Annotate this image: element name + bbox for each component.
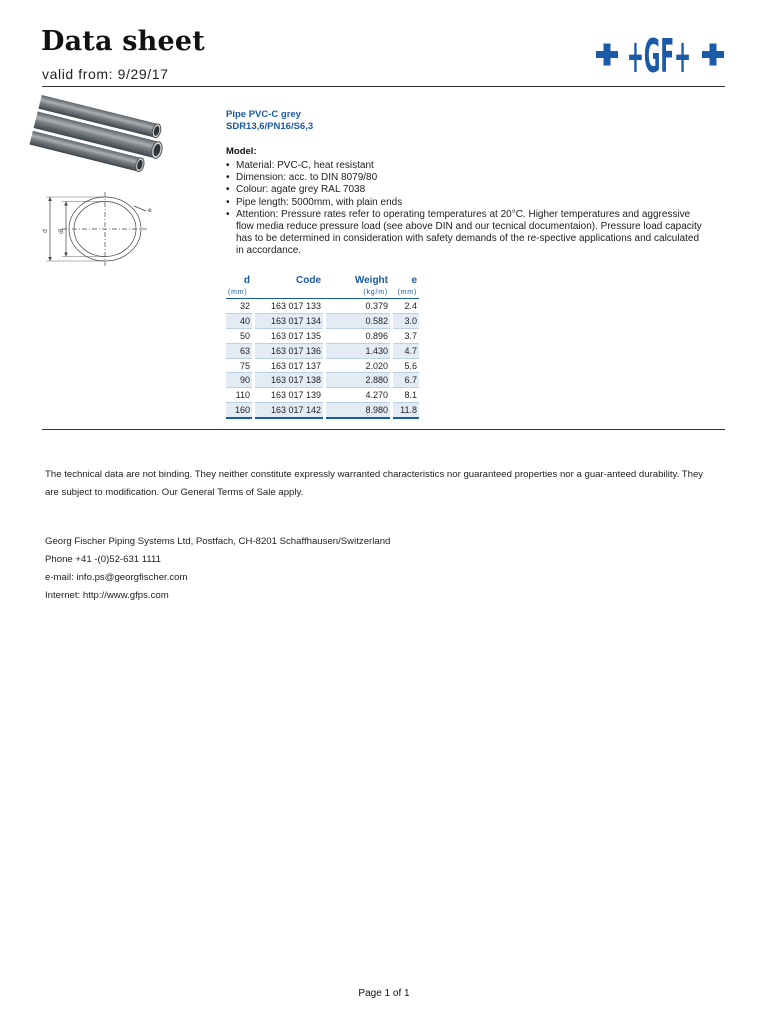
cell-code: 163 017 136 — [255, 343, 323, 358]
product-name-line1: Pipe PVC-C grey — [226, 109, 301, 120]
pipe-photo — [42, 103, 162, 183]
cell-d: 32 — [226, 299, 252, 314]
table-row — [226, 358, 419, 373]
page-number: Page 1 of 1 — [358, 988, 410, 999]
cell-d: 40 — [226, 313, 252, 328]
cell-code: 163 017 137 — [255, 358, 323, 373]
valid-from-date: valid from: 9/29/17 — [42, 66, 169, 82]
column-header-e: e — [411, 275, 417, 286]
cell-e: 8.1 — [393, 388, 419, 403]
logo-text: +GF+ — [627, 29, 691, 83]
table-row — [226, 373, 419, 388]
product-name — [226, 109, 313, 133]
feature-item: • Pipe length: 5000mm, with plain ends — [226, 197, 706, 209]
table-row — [226, 388, 419, 403]
table-row — [226, 299, 419, 314]
column-header-code: Code — [296, 275, 321, 286]
website-address: Internet: http://www.gfps.com — [45, 590, 169, 601]
cell-code: 163 017 134 — [255, 313, 323, 328]
unit-weight: (kg/m) — [326, 286, 390, 299]
company-address: Georg Fischer Piping Systems Ltd, Postfach, CH-8201 Schaffhausen/Switzerland — [45, 536, 391, 547]
cell-weight: 1.430 — [326, 343, 390, 358]
feature-item: • Material: PVC-C, heat resistant — [226, 160, 706, 172]
header-divider — [42, 86, 725, 87]
disclaimer-text: The technical data are not binding. They neither constitute expressly warranted characteristics nor guaranteed properties nor a guar-anteed durability. They are subject to modification. Our General Terms of Sale apply. — [45, 469, 704, 498]
cell-d: 110 — [226, 388, 252, 403]
contact-block — [45, 533, 390, 605]
cell-weight: 4.270 — [326, 388, 390, 403]
cell-d: 90 — [226, 373, 252, 388]
cell-code: 163 017 138 — [255, 373, 323, 388]
unit-e: (mm) — [393, 286, 419, 299]
cell-code: 163 017 142 — [255, 403, 323, 418]
cell-weight: 8.980 — [326, 403, 390, 418]
table-units-row — [226, 286, 419, 299]
cell-e: 2.4 — [393, 299, 419, 314]
dimension-table — [226, 272, 419, 419]
cell-code: 163 017 135 — [255, 328, 323, 343]
cell-weight: 0.896 — [326, 328, 390, 343]
unit-code — [255, 286, 323, 299]
cell-d: 63 — [226, 343, 252, 358]
table-row — [226, 403, 419, 418]
cell-e: 11.8 — [393, 403, 419, 418]
cell-d: 160 — [226, 403, 252, 418]
cell-code: 163 017 139 — [255, 388, 323, 403]
drawing-label-e: e — [148, 207, 152, 214]
drawing-label-di: di — [58, 228, 65, 234]
column-header-d: d — [243, 275, 250, 286]
feature-item: • Attention: Pressure rates refer to operating temperatures at 20°C. Higher temperatures and aggressive flow media reduce pressure load (see above DIN and our tecnical documentaion). Pressure load capacity has to be determined in consideration with safety demands of the re-spective applications and calculated in accordance. — [226, 209, 706, 258]
cell-weight: 0.379 — [326, 299, 390, 314]
column-header-weight: Weight — [354, 275, 388, 286]
cell-code: 163 017 133 — [255, 299, 323, 314]
phone-number: Phone +41 -(0)52-631 1111 — [45, 554, 162, 565]
drawing-label-d: d — [42, 229, 49, 233]
content-divider — [42, 429, 725, 430]
model-label: Model: — [226, 146, 257, 157]
page-title: Data sheet — [41, 26, 205, 57]
cell-weight: 0.582 — [326, 313, 390, 328]
cell-e: 3.0 — [393, 313, 419, 328]
cell-e: 4.7 — [393, 343, 419, 358]
cell-weight: 2.880 — [326, 373, 390, 388]
cell-e: 5.6 — [393, 358, 419, 373]
product-name-line2: SDR13,6/PN16/S6,3 — [226, 121, 314, 132]
table-row — [226, 328, 419, 343]
unit-d: (mm) — [226, 286, 252, 299]
cell-d: 50 — [226, 328, 252, 343]
table-row — [226, 313, 419, 328]
cell-e: 6.7 — [393, 373, 419, 388]
gf-logo — [594, 29, 726, 83]
email-address: e-mail: info.ps@georgfischer.com — [45, 572, 188, 583]
table-row — [226, 343, 419, 358]
cell-d: 75 — [226, 358, 252, 373]
pipe-cross-section-drawing — [42, 188, 164, 270]
table-header-row — [226, 272, 419, 286]
feature-list — [226, 160, 706, 258]
feature-item: • Colour: agate grey RAL 7038 — [226, 184, 706, 196]
cell-e: 3.7 — [393, 328, 419, 343]
cell-weight: 2.020 — [326, 358, 390, 373]
feature-item: • Dimension: acc. to DIN 8079/80 — [226, 172, 706, 184]
